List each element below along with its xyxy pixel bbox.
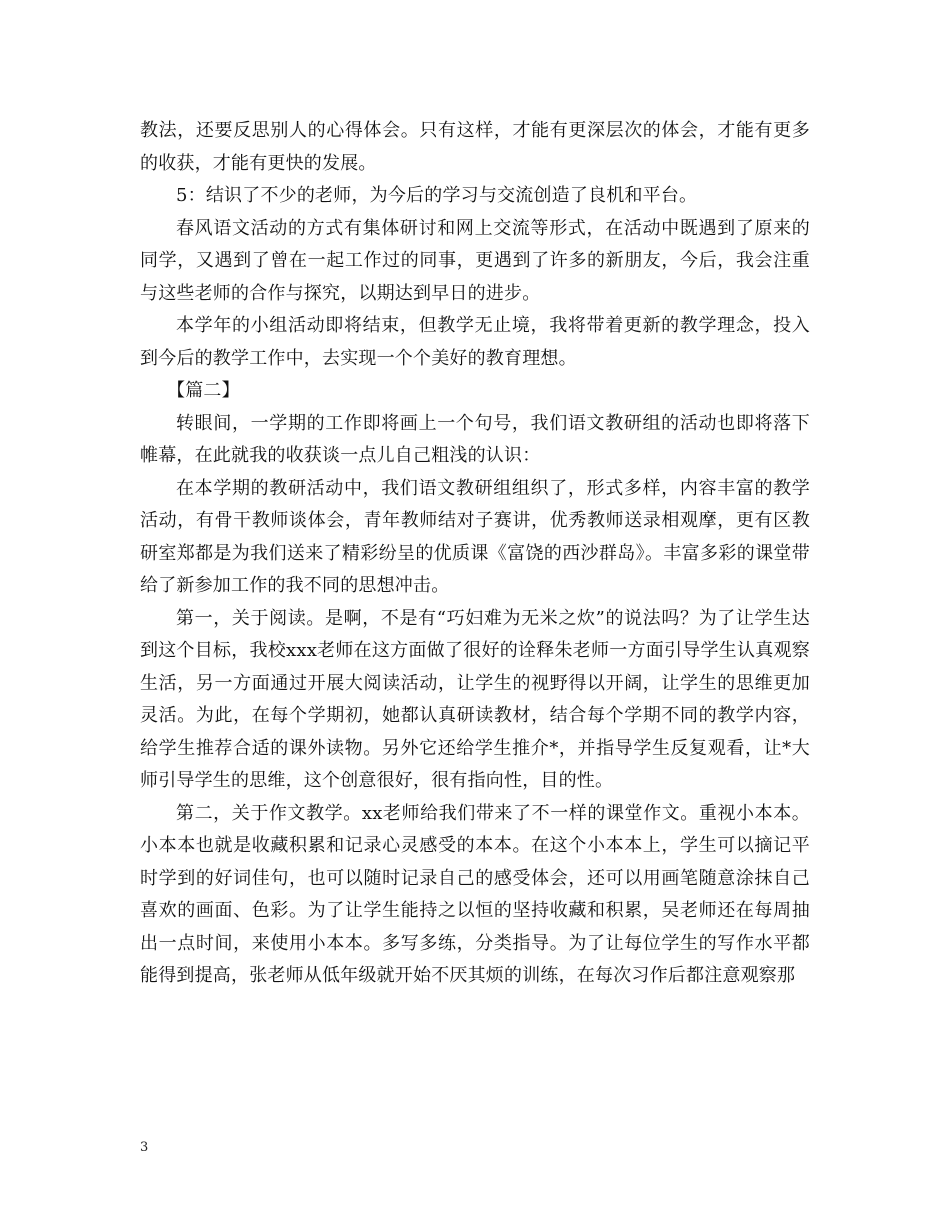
paragraph-writing: 第二，关于作文教学。xx老师给我们带来了不一样的课堂作文。重视小本本。小本本也就是收藏积累和记录心灵感受的本本。在这个小本本上，学生可以摘记平时学到的好词佳句，也可以随时记录自己的感受体会，还可以用画笔随意涂抹自己喜欢的画面、色彩。为了让学生能持之以恒的坚持收藏和积累，吴老师还在每周抽出一点时间，来使用小本本。多写多练，分类指导。为了让每位学生的写作水平都能得到提高，张老师从低年级就开始不厌其烦的训练，在每次习作后都注意观察那 <box>140 802 810 986</box>
paragraph-intro: 转眼间，一学期的工作即将画上一个句号，我们语文教研组的活动也即将落下帷幕，在此就我的收获谈一点儿自己粗浅的认识： <box>140 412 810 466</box>
paragraph-reading: 第一，关于阅读。是啊，不是有“巧妇难为无米之炊”的说法吗？为了让学生达到这个目标，我校xxx老师在这方面做了很好的诠释朱老师一方面引导学生认真观察生活，另一方面通过开展大阅读活动，让学生的视野得以开阔，让学生的思维更加灵活。为此，在每个学期初，她都认真研读教材，结合每个学期不同的教学内容，给学生推荐合适的课外读物。另外它还给学生推介*，并指导学生反复观看，让*大师引导学生的思维，这个创意很好，很有指向性，目的性。 <box>140 607 810 791</box>
document-body <box>140 115 810 993</box>
paragraph-research-activities: 在本学期的教研活动中，我们语文教研组组织了，形式多样，内容丰富的教学活动，有骨干教师谈体会，青年教师结对子赛讲，优秀教师送录相观摩，更有区教研室郑都是为我们送来了精彩纷呈的优质课《富饶的西沙群岛》。丰富多彩的课堂带给了新参加工作的我不同的思想冲击。 <box>140 477 810 596</box>
paragraph-year-end: 本学年的小组活动即将结束，但教学无止境，我将带着更新的教学理念，投入到今后的教学工作中，去实现一个个美好的教育理想。 <box>140 315 810 369</box>
paragraph-point-5: 5：结识了不少的老师，为今后的学习与交流创造了良机和平台。 <box>176 185 698 206</box>
section-heading-part-two: 【篇二】 <box>167 380 240 401</box>
page-number: 3 <box>140 1140 149 1155</box>
paragraph-continuation: 教法，还要反思别人的心得体会。只有这样，才能有更深层次的体会，才能有更多的收获，才能有更快的发展。 <box>140 120 810 174</box>
paragraph-spring-activity: 春风语文活动的方式有集体研讨和网上交流等形式，在活动中既遇到了原来的同学，又遇到了曾在一起工作过的同事，更遇到了许多的新朋友，今后，我会注重与这些老师的合作与探究，以期达到早日的进步。 <box>140 217 810 304</box>
